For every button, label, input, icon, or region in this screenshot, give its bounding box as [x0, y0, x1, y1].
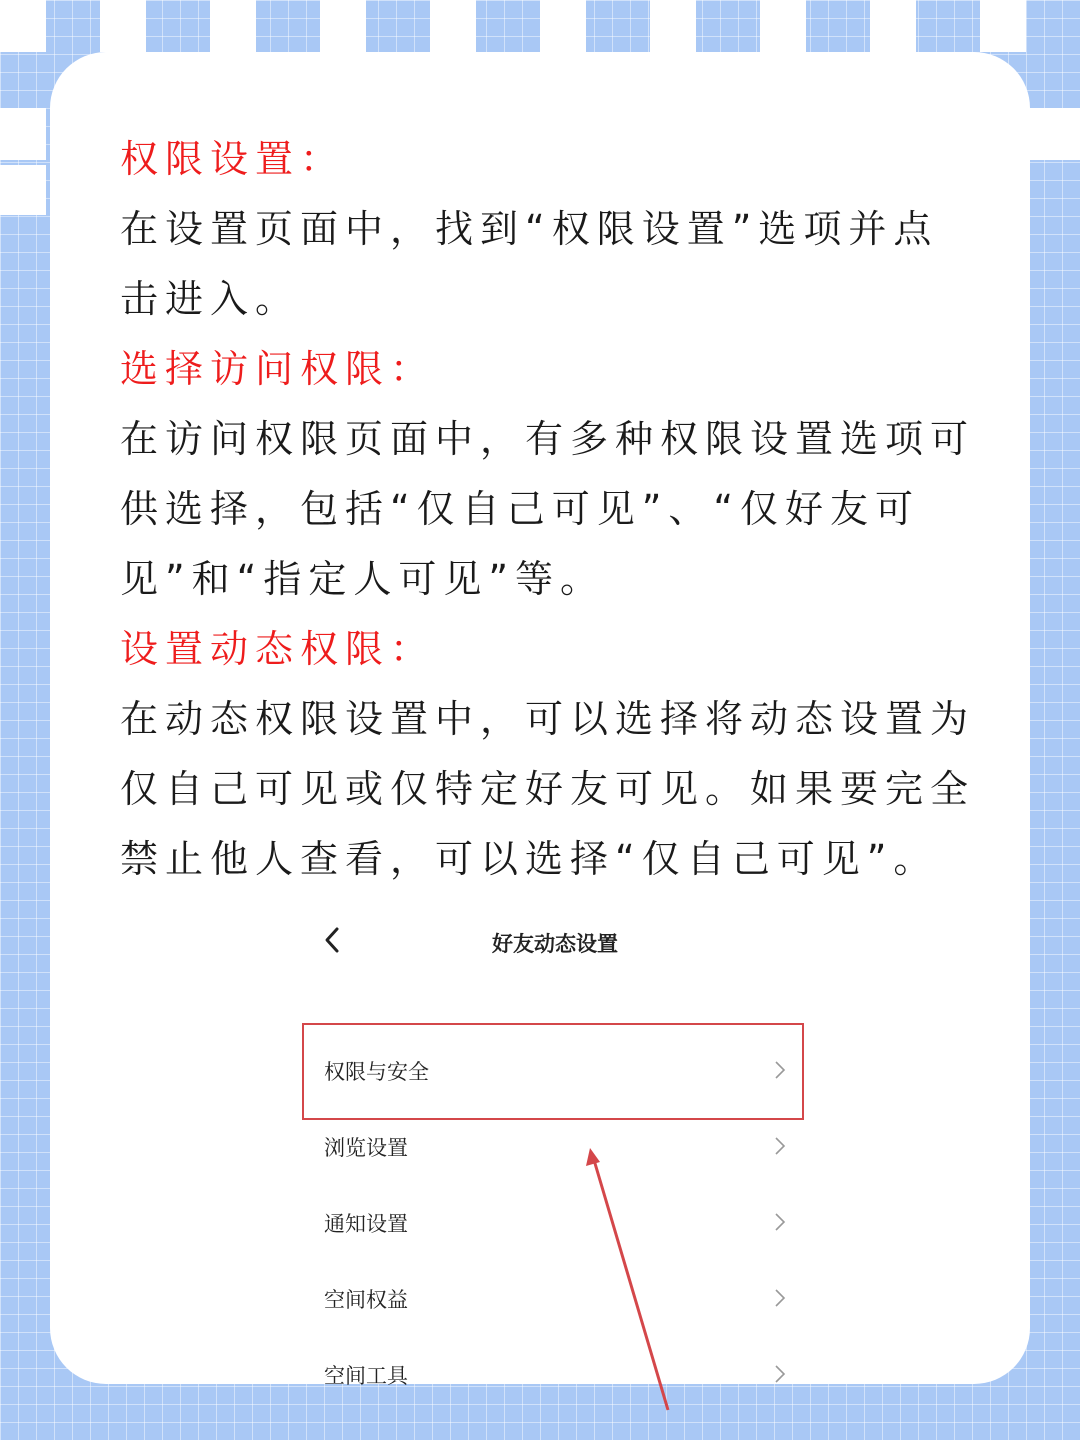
- settings-item-label: 空间工具: [324, 1364, 408, 1388]
- section-text-line: 仅自己可见或仅特定好友可见。如果要完全: [120, 767, 976, 811]
- section-heading: 设置动态权限：: [120, 627, 436, 671]
- checker-square: [210, 0, 256, 52]
- checker-square: [430, 0, 476, 52]
- settings-item-label: 权限与安全: [324, 1060, 429, 1084]
- article-body: [120, 124, 980, 894]
- checker-square: [0, 165, 46, 215]
- section-text-line: 击进入。: [120, 277, 301, 321]
- settings-item-label: 浏览设置: [324, 1136, 408, 1160]
- section-text-line: 在设置页面中，找到“权限设置”选项并点: [120, 207, 939, 251]
- checker-square: [0, 0, 46, 52]
- annotation-arrow: [302, 910, 808, 1362]
- checker-square: [100, 0, 146, 52]
- section-text-line: 在访问权限页面中，有多种权限设置选项可: [120, 417, 976, 461]
- checker-square: [650, 0, 696, 52]
- checker-square: [980, 0, 1026, 52]
- checker-square: [540, 0, 586, 52]
- checker-square: [760, 0, 806, 52]
- section-heading: 选择访问权限：: [120, 347, 436, 391]
- section-text-line: 供选择，包括“仅自己可见”、“仅好友可: [120, 487, 921, 531]
- embedded-screenshot: [302, 910, 808, 1388]
- section-text-line: 见”和“指定人可见”等。: [120, 557, 606, 601]
- checker-square: [320, 0, 366, 52]
- section-text-line: 在动态权限设置中，可以选择将动态设置为: [120, 697, 976, 741]
- content-card: [50, 52, 1030, 1388]
- checker-square: [1030, 108, 1080, 160]
- chevron-right-icon: [774, 1364, 786, 1384]
- section-text-line: 禁止他人查看，可以选择“仅自己可见”。: [120, 837, 939, 881]
- settings-item-label: 通知设置: [324, 1212, 408, 1236]
- checker-square: [0, 108, 46, 160]
- section-heading: 权限设置：: [120, 137, 346, 181]
- screenshot-title: 好友动态设置: [492, 932, 618, 956]
- settings-item-label: 空间权益: [324, 1288, 408, 1312]
- checker-square: [870, 0, 916, 52]
